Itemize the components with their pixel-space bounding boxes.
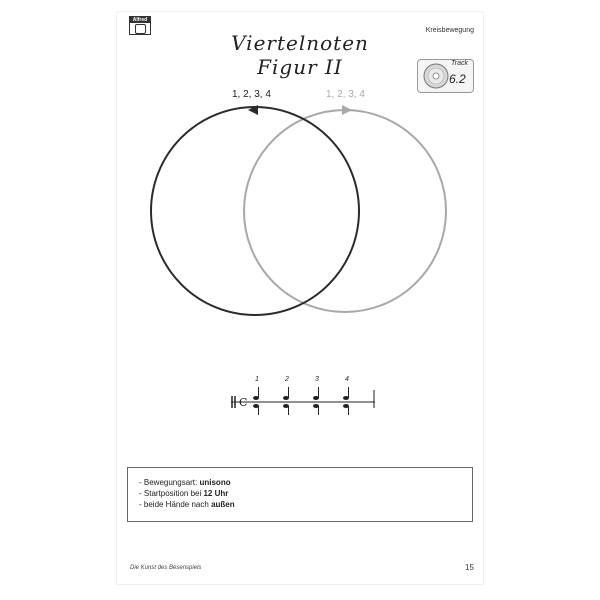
beat-number: 2 [285,376,289,383]
instruction-start: - Startposition bei 12 Uhr [139,489,229,498]
left-hand-circle [151,107,359,315]
beat-number: 3 [315,376,319,383]
notation-staff [231,387,375,415]
track-label: Track [451,60,468,67]
category-label: Kreisbewegung [425,27,474,34]
right-hand-circle [244,110,446,312]
right-hand-count: 1, 2, 3, 4 [326,89,365,100]
note-4 [343,387,349,415]
page-number: 15 [465,563,474,572]
beat-number: 4 [345,376,349,383]
time-signature: C [239,396,248,409]
left-hand-count: 1, 2, 3, 4 [232,89,271,100]
note-1 [253,387,259,415]
instruction-movement: - Bewegungsart: unisono [139,478,231,487]
page-title: Viertelnoten Figur II [231,31,369,79]
note-3 [313,387,319,415]
beat-number: 1 [255,376,259,383]
book-title: Die Kunst des Besenspiels [130,565,202,571]
note-2 [283,387,289,415]
right-arrow-icon [342,105,352,115]
instruction-hands: - beide Hände nach außen [139,500,235,509]
track-number: 6.2 [449,72,466,86]
instructions-box [127,467,473,522]
logo-text: Alfred [130,17,150,23]
